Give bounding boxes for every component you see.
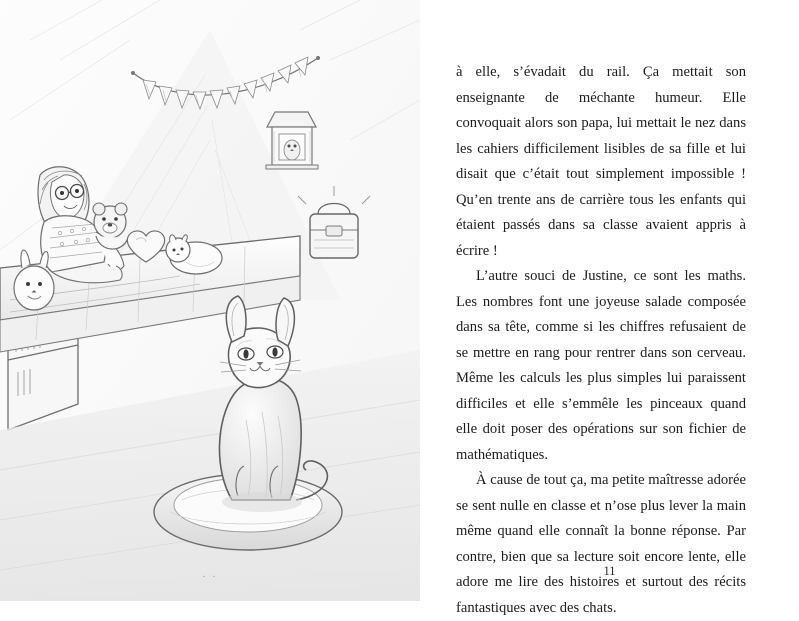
- birdhouse-shelf: [266, 112, 318, 169]
- paragraph-3: À cause de tout ça, ma petite maîtresse adorée se sent nulle en classe et n’ose plus lever la main même quand elle connaît la bonne réponse. Par contre, bien que sa lecture soit encore lente, elle adore me lire des histoires et surtout des récits fantastiques avec des chats.: [456, 472, 746, 616]
- right-page: [420, 0, 799, 616]
- teddy-bear: [93, 203, 128, 249]
- page-number: 11: [603, 564, 616, 578]
- body-text: [456, 60, 746, 621]
- paragraph-2: L’autre souci de Justine, ce sont les maths. Les nombres font une joyeuse salade composée dans sa tête, comme si les chiffres refusaient de se mettre en rang pour rentrer dans son cerveau. Même les calculs les plus simples lui paraissent difficiles et elle s’emmêle les pinceaux quand elle doit poser des opérations sur son fichier de mathématiques.: [456, 268, 746, 463]
- paragraph-1: à elle, s’évadait du rail. Ça mettait son enseignante de méchante humeur. Elle convoquait alors son papa, lui mettait le nez dans les cahiers difficilement lisibles de sa fille et lui disait que c’était tout simplement impossible ! Qu’en trente ans de carrière tous les enfants qui étaient passés dans sa classe avaient appris à écrire !: [456, 64, 746, 259]
- left-page-artifact-mark: · ·: [202, 572, 218, 583]
